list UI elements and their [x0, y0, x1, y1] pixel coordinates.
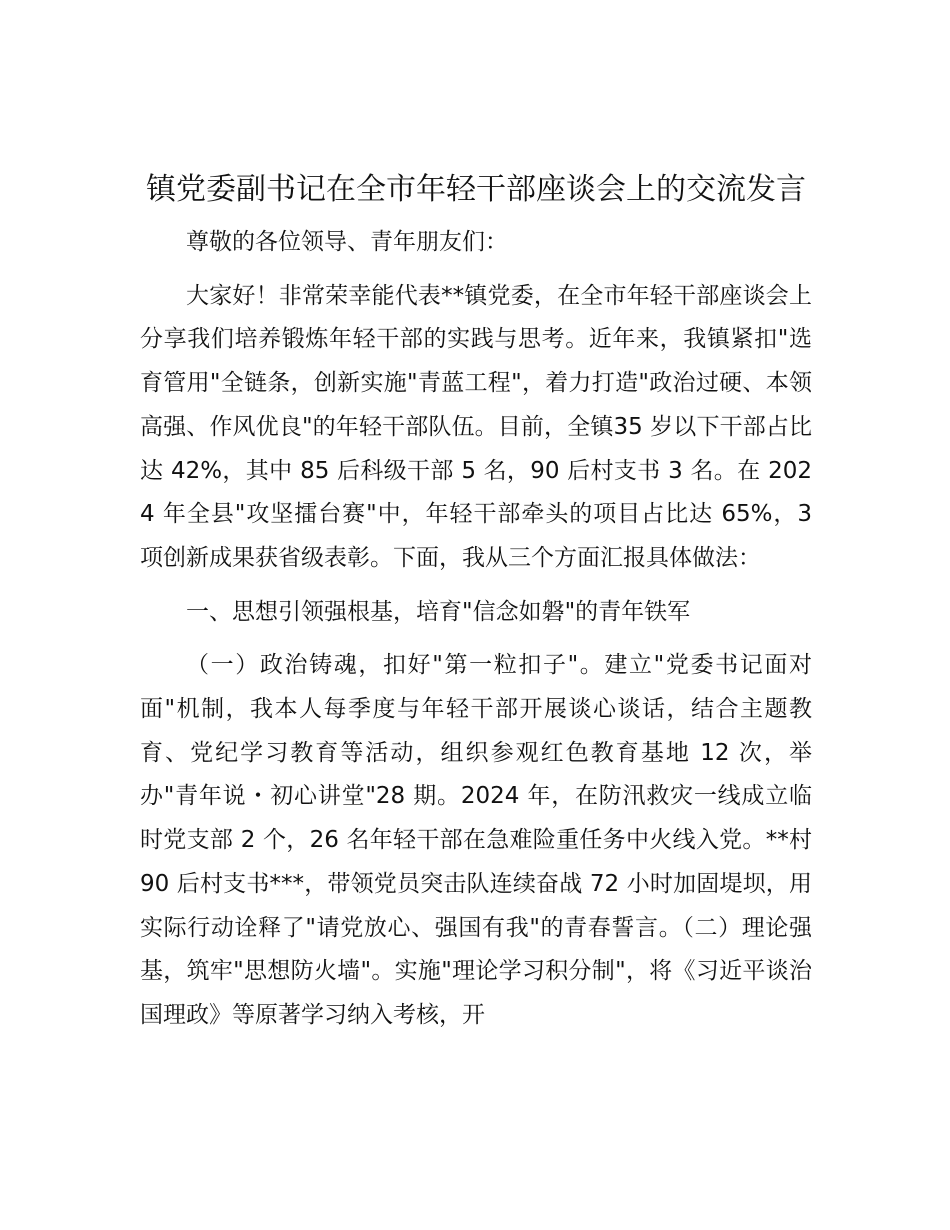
salutation-paragraph: 尊敬的各位领导、青年朋友们： [186, 229, 508, 255]
paragraph-spacer [140, 265, 812, 275]
section-spacer [140, 634, 812, 644]
title-spacer [140, 211, 812, 221]
document-title: 镇党委副书记在全市年轻干部座谈会上的交流发言 [146, 172, 806, 207]
body-paragraph-1: （一）政治铸魂，扣好"第一粒扣子"。建立"党委书记面对面"机制，我本人每季度与年轻干部开展谈心谈话，结合主题教育、党纪学习教育等活动，组织参观红色教育基地 12 次，举办"青年说・初心讲堂"28 期。2024 年，在防汛救灾一线成立临时党支部 2 个，26 名年轻干部在急难险重任务中火线入党。**村 90 后村支书***，带领党员突击队连续奋战 72 小时加固堤坝，用实际行动诠释了"请党放心、强国有我"的青春誓言。（二）理论强基，筑牢"思想防火墙"。实施"理论学习积分制"，将《习近平谈治国理政》等原著学习纳入考核，开 [140, 652, 812, 1028]
section-heading-1: 一、思想引领强根基，培育"信念如磐"的青年铁军 [186, 598, 691, 625]
intro-paragraph: 大家好！非常荣幸能代表**镇党委，在全市年轻干部座谈会上分享我们培养锻炼年轻干部的实践与思考。近年来，我镇紧扣"选育管用"全链条，创新实施"青蓝工程"，着力打造"政治过硬、本领高强、作风优良"的年轻干部队伍。目前，全镇35 岁以下干部占比达 42%，其中 85 后科级干部 5 名，90 后村支书 3 名。在 2024 年全县"攻坚擂台赛"中，年轻干部牵头的项目占比达 65%，3 项创新成果获省级表彰。下面，我从三个方面汇报具体做法： [140, 282, 812, 571]
document-body [140, 168, 812, 1038]
